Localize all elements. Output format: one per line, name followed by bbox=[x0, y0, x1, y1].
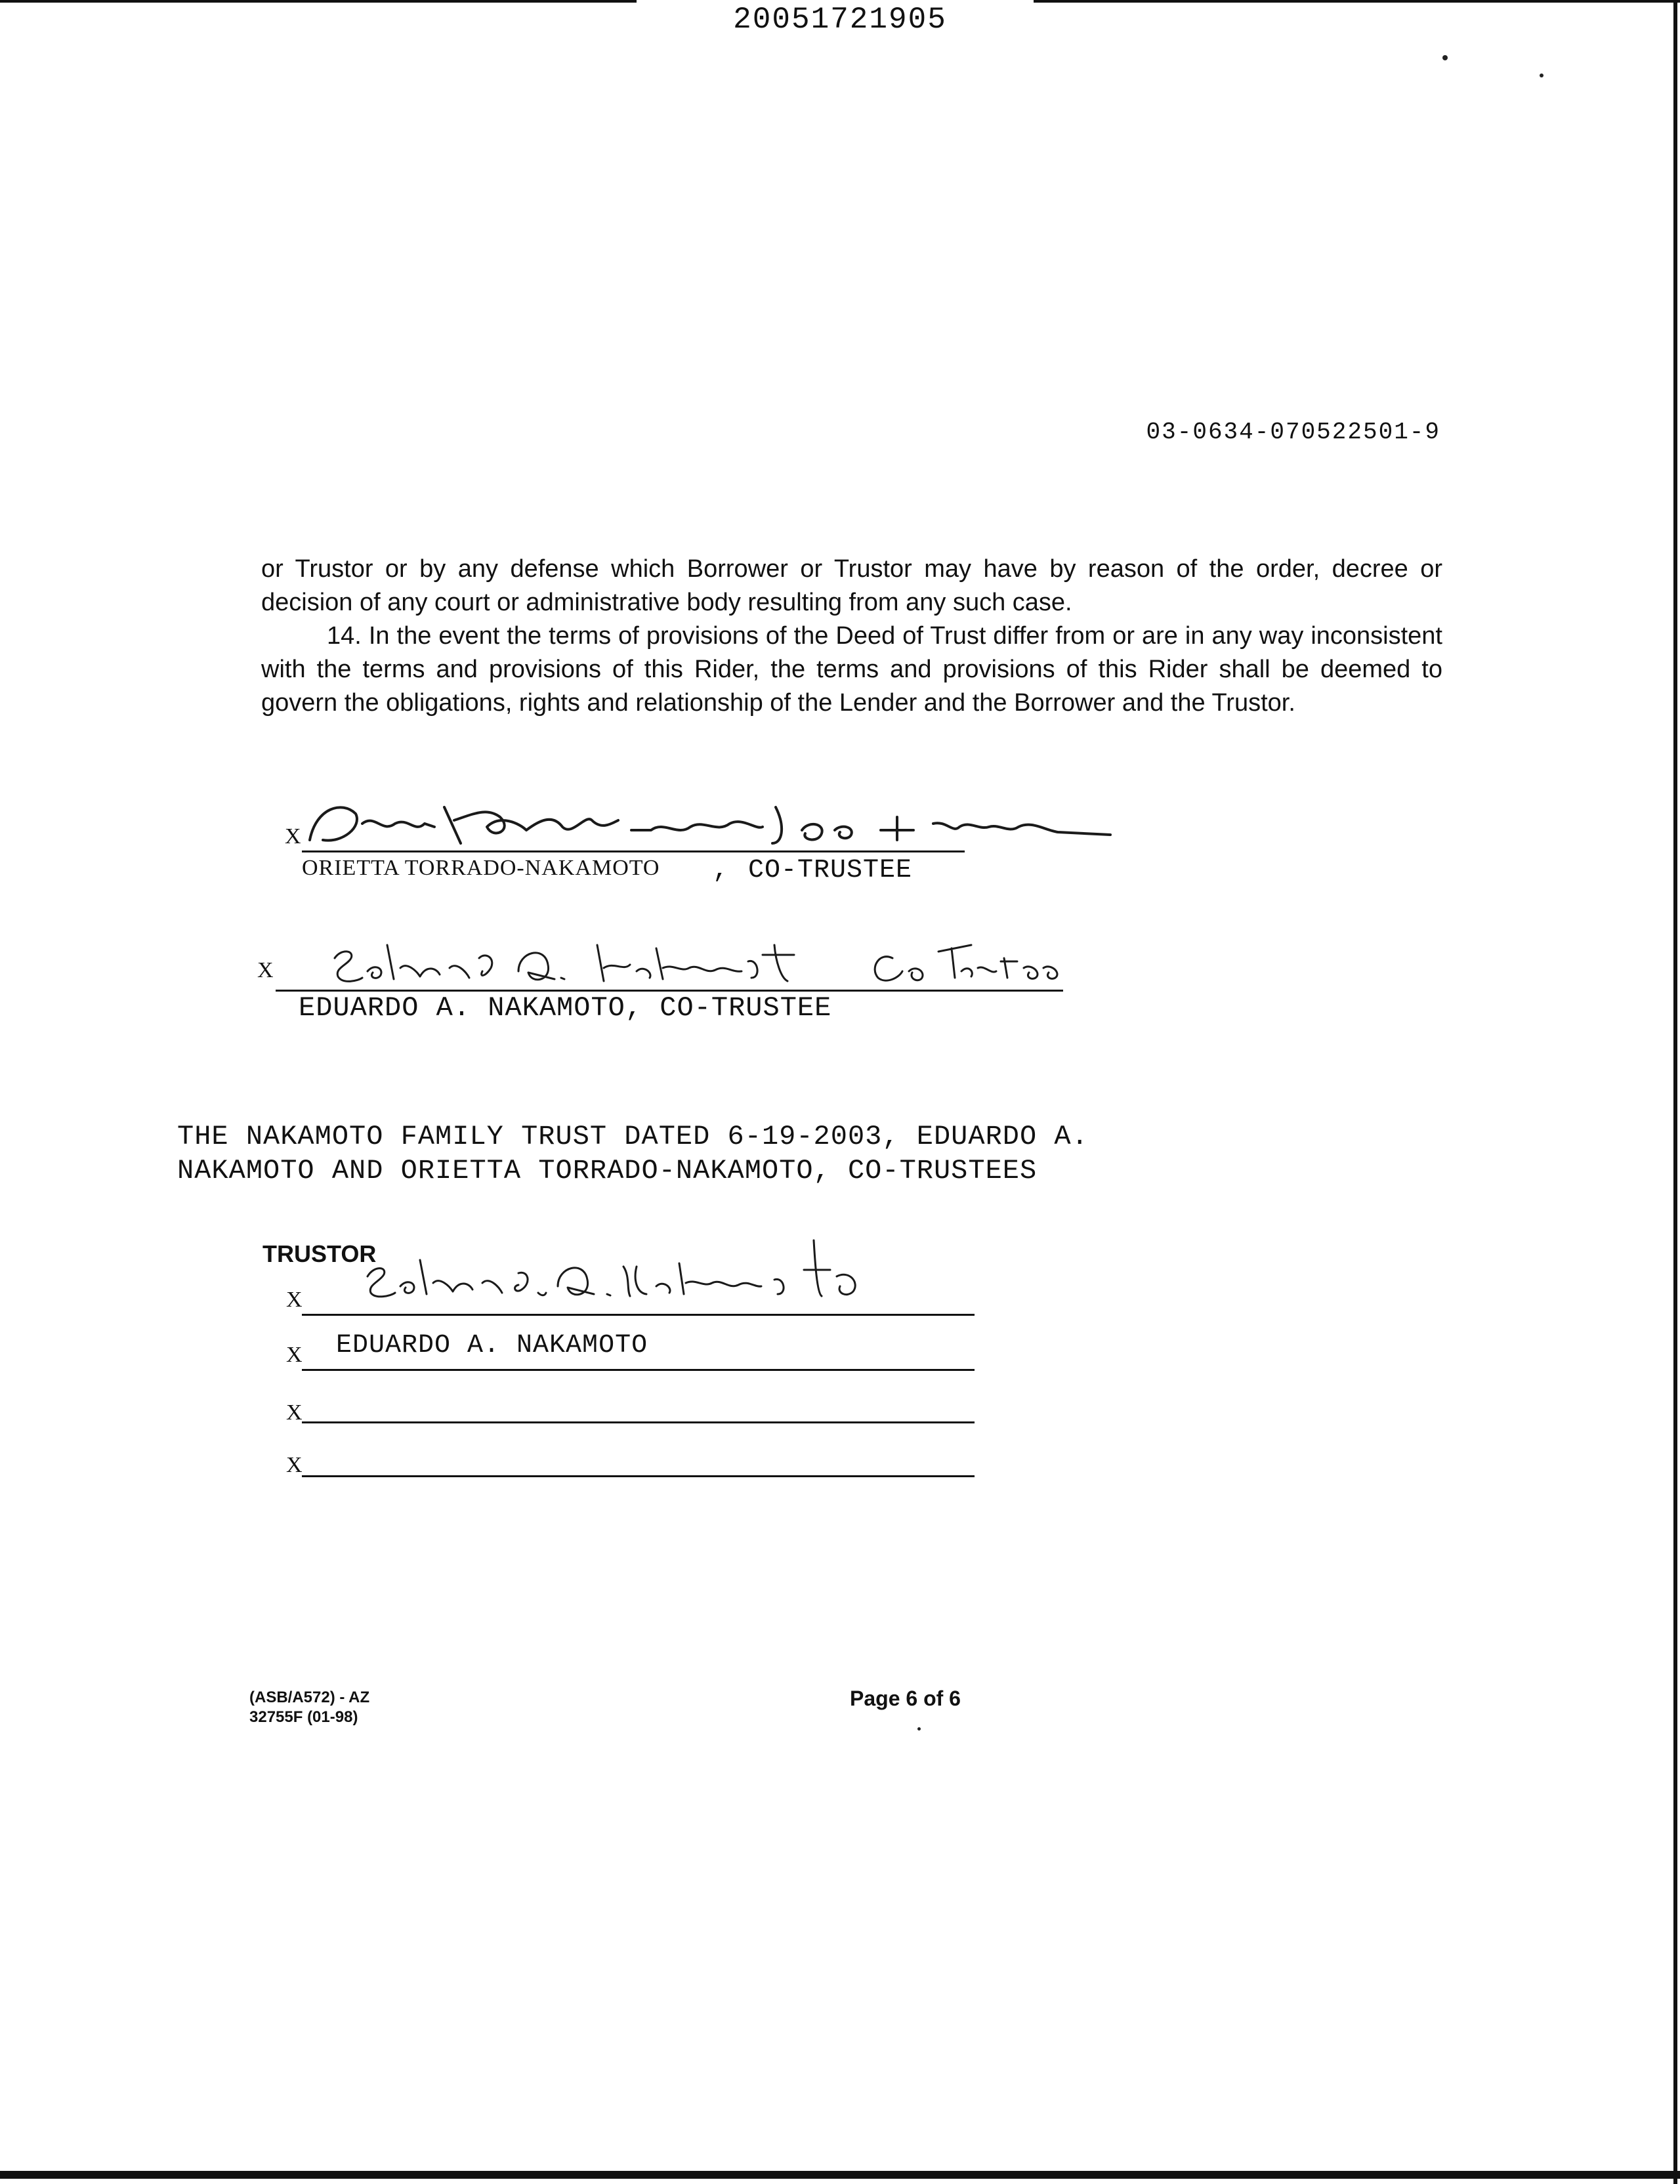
scan-speck bbox=[917, 1727, 921, 1731]
trustor-x-mark-2: X bbox=[286, 1343, 303, 1367]
form-code-line-2: 32755F (01-98) bbox=[249, 1708, 358, 1726]
form-code bbox=[249, 1688, 369, 1727]
document-number: 20051721905 bbox=[733, 3, 947, 37]
signature-line bbox=[302, 850, 965, 852]
handwritten-signature-trustor bbox=[354, 1234, 866, 1312]
rider-body-text bbox=[261, 553, 1442, 720]
signer-separator: , bbox=[713, 856, 730, 885]
trust-title-line-1: THE NAKAMOTO FAMILY TRUST DATED 6-19-2003, EDUARDO A. bbox=[177, 1121, 1089, 1152]
trust-title bbox=[177, 1120, 1555, 1188]
loan-number: 03-0634-070522501-9 bbox=[1146, 419, 1440, 446]
trustor-label: TRUSTOR bbox=[262, 1240, 377, 1267]
trustor-signature-line-3 bbox=[302, 1421, 975, 1423]
handwritten-signature-orietta bbox=[303, 794, 1117, 853]
handwritten-signature-eduardo-cotrustee bbox=[322, 932, 1096, 991]
trust-title-line-2: NAKAMOTO AND ORIETTA TORRADO-NAKAMOTO, CO-TRUSTEES bbox=[177, 1155, 1038, 1186]
scan-edge-right bbox=[1673, 0, 1677, 2184]
scan-edge-bottom bbox=[0, 2171, 1680, 2179]
trustor-signature-line-4 bbox=[302, 1475, 975, 1477]
form-code-line-1: (ASB/A572) - AZ bbox=[249, 1689, 370, 1706]
signature-x-mark: X bbox=[285, 824, 301, 849]
paragraph-14: 14. In the event the terms of provisions of the Deed of Trust differ from or are in any way inconsistent with the terms and provisions of this Rider, the terms and provisions of this Rider shall be deemed to govern the obligations, rights and relationship of the Lender and the Borrower and the Trustor. bbox=[261, 622, 1442, 717]
signature-x-mark: X bbox=[257, 958, 274, 982]
scan-speck bbox=[1540, 74, 1544, 77]
signer-role-orietta: CO-TRUSTEE bbox=[748, 856, 913, 885]
signer-name-eduardo: EDUARDO A. NAKAMOTO, CO-TRUSTEE bbox=[299, 992, 832, 1024]
trustor-printed-name: EDUARDO A. NAKAMOTO bbox=[336, 1331, 648, 1360]
trustor-signature-line-1 bbox=[302, 1314, 975, 1316]
trustor-signature-line-2 bbox=[302, 1369, 975, 1371]
trustor-x-mark-3: X bbox=[286, 1400, 303, 1425]
trustor-x-mark-1: X bbox=[286, 1288, 303, 1312]
trustor-x-mark-4: X bbox=[286, 1453, 303, 1477]
paragraph-continued: or Trustor or by any defense which Borrower or Trustor may have by reason of the order, decree or decision of any court or administrative body resulting from any such case. bbox=[261, 555, 1442, 616]
scan-speck bbox=[1442, 55, 1448, 60]
signer-name-orietta: ORIETTA TORRADO-NAKAMOTO bbox=[302, 856, 660, 880]
signature-line bbox=[276, 990, 1063, 992]
page-number: Page 6 of 6 bbox=[850, 1687, 961, 1710]
